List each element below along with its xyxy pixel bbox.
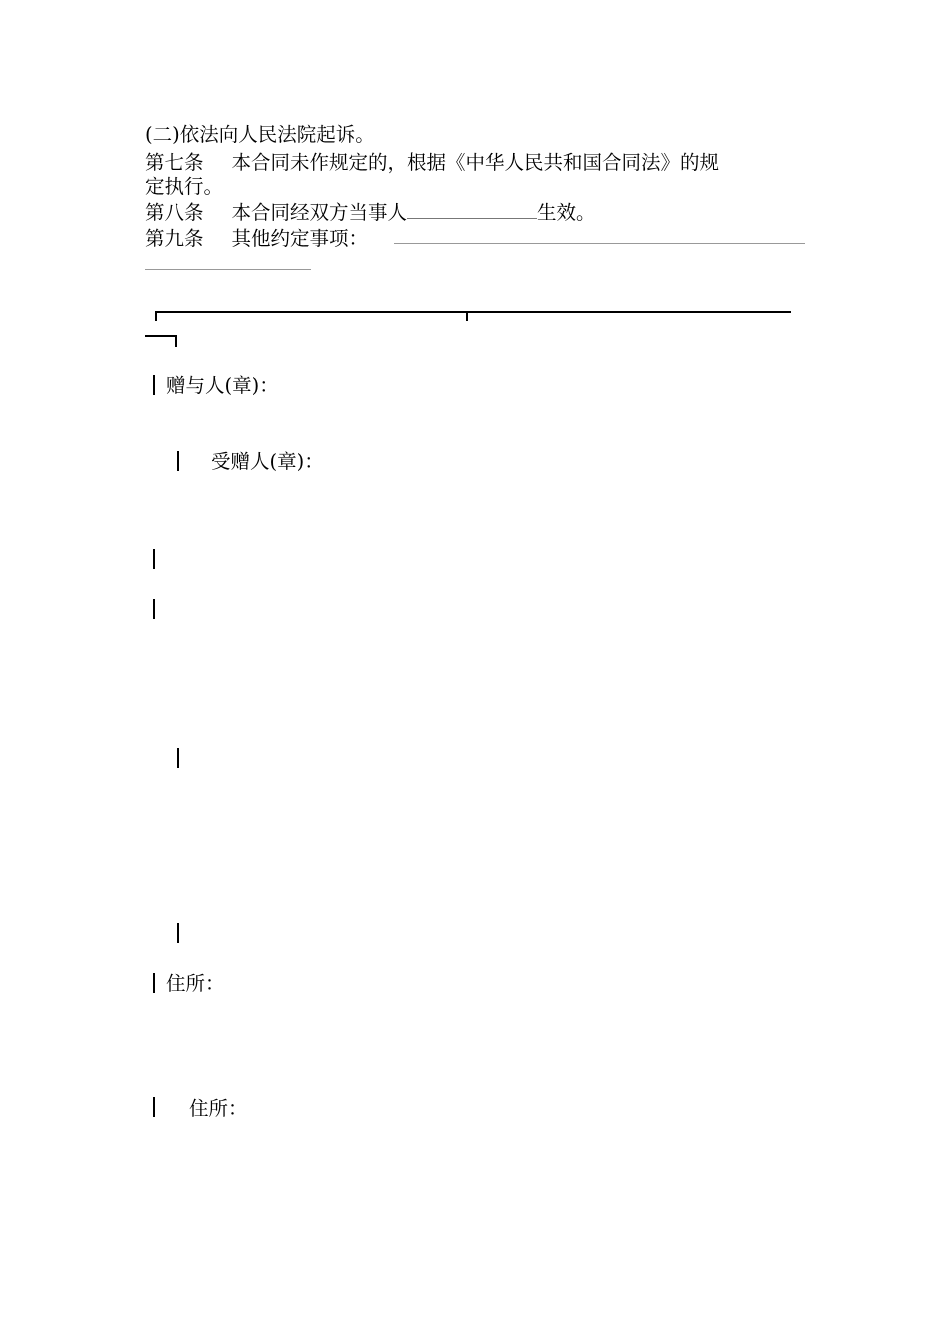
table-top-right-stub xyxy=(145,335,177,337)
article-8 xyxy=(145,200,596,225)
table-left-border xyxy=(153,375,155,395)
donee-seal-label: 受赠人(章)： xyxy=(211,450,324,473)
article-8-blank xyxy=(407,200,537,219)
table-middle-border xyxy=(177,748,179,768)
table-top-middle-joint xyxy=(466,311,468,321)
article-9-blank-line-2 xyxy=(145,269,311,270)
clause-remedy-line: (二)依法向人民法院起诉。 xyxy=(145,123,375,146)
article-8-label: 第八条 xyxy=(145,201,204,224)
table-middle-border xyxy=(177,923,179,943)
table-left-border xyxy=(153,1097,155,1117)
article-7-continued: 定执行。 xyxy=(145,175,224,198)
article-8-text-pre: 本合同经双方当事人 xyxy=(231,201,408,224)
article-9-label: 第九条 xyxy=(145,227,204,250)
table-left-border xyxy=(153,599,155,619)
article-7-text: 本合同未作规定的，根据《中华人民共和国合同法》的规 xyxy=(231,151,720,174)
donor-address-label: 住所： xyxy=(166,972,225,995)
table-top-left-corner xyxy=(155,311,157,321)
table-top-right-corner xyxy=(175,335,177,347)
article-7 xyxy=(145,151,719,175)
article-9-text: 其他约定事项： xyxy=(231,227,369,250)
donee-address-label: 住所： xyxy=(189,1097,248,1120)
table-middle-border xyxy=(177,451,179,471)
donor-seal-label: 赠与人(章)： xyxy=(166,374,279,397)
article-7-label: 第七条 xyxy=(145,151,204,174)
article-9 xyxy=(145,227,368,251)
table-left-border xyxy=(153,549,155,569)
table-left-border xyxy=(153,973,155,993)
table-top-border xyxy=(155,311,791,313)
article-8-text-post: 生效。 xyxy=(537,201,596,224)
article-9-blank-line-1 xyxy=(394,243,805,244)
